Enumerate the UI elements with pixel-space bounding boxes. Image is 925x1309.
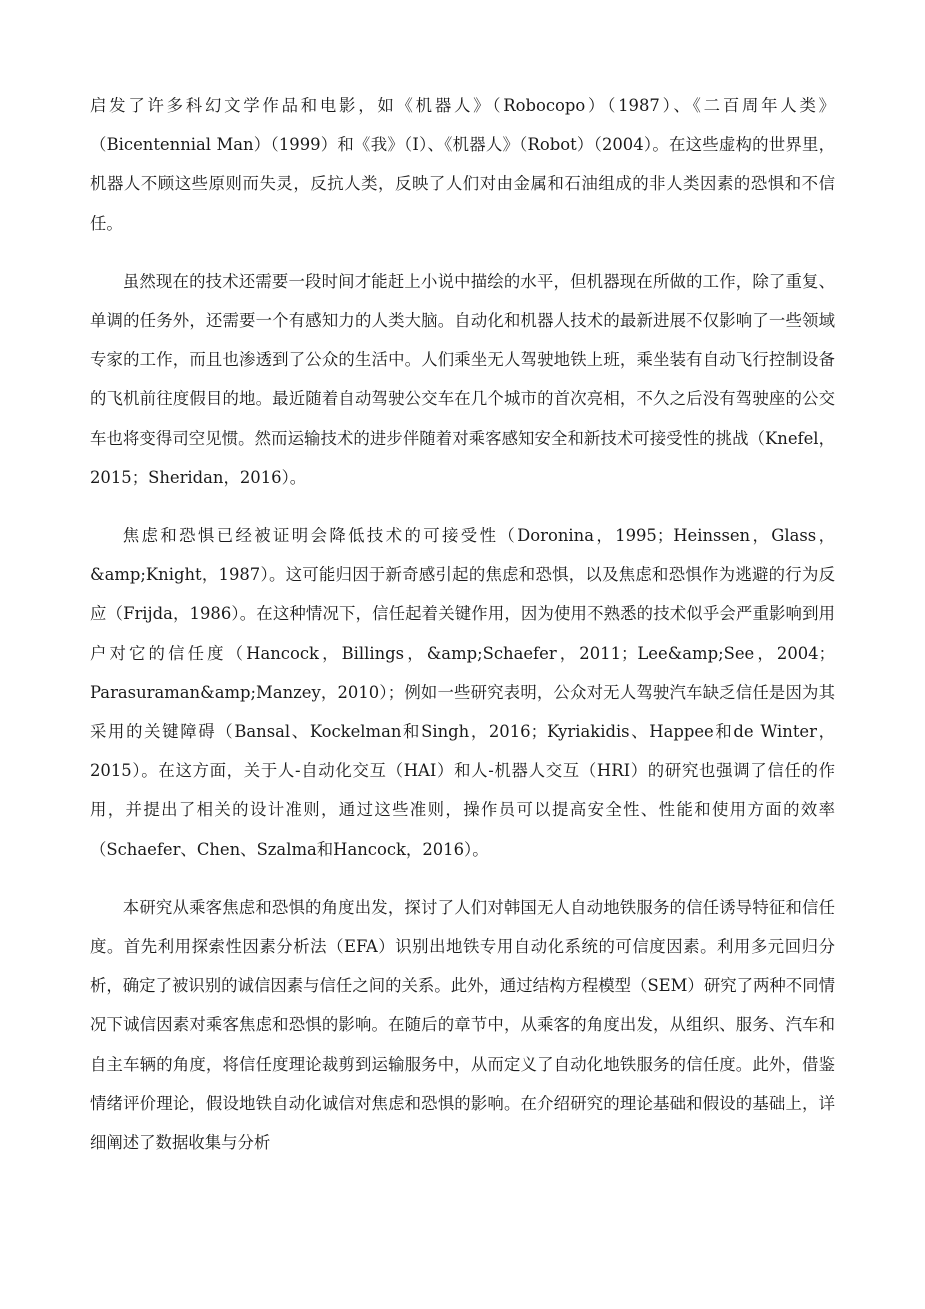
paragraph-gap — [90, 243, 835, 262]
paragraph-2: 虽然现在的技术还需要一段时间才能赶上小说中描绘的水平，但机器现在所做的工作，除了重复、单调的任务外，还需要一个有感知力的人类大脑。自动化和机器人技术的最新进展不仅影响了一些领域专家的工作，而且也渗透到了公众的生活中。人们乘坐无人驾驶地铁上班，乘坐装有自动飞行控制设备的飞机前往度假目的地。最近随着自动驾驶公交车在几个城市的首次亮相，不久之后没有驾驶座的公交车也将变得司空见惯。然而运输技术的进步伴随着对乘客感知安全和新技术可接受性的挑战（Knefel，2015；Sheridan，2016）。 — [90, 271, 835, 487]
paragraph-4: 本研究从乘客焦虑和恐惧的角度出发，探讨了人们对韩国无人自动地铁服务的信任诱导特征和信任度。首先利用探索性因素分析法（EFA）识别出地铁专用自动化系统的可信度因素。利用多元回归分析，确定了被识别的诚信因素与信任之间的关系。此外，通过结构方程模型（SEM）研究了两种不同情况下诚信因素对乘客焦虑和恐惧的影响。在随后的章节中，从乘客的角度出发，从组织、服务、汽车和自主车辆的角度，将信任度理论裁剪到运输服务中，从而定义了自动化地铁服务的信任度。此外，借鉴情绪评价理论，假设地铁自动化诚信对焦虑和恐惧的影响。在介绍研究的理论基础和假设的基础上，详细阐述了数据收集与分析 — [90, 897, 835, 1153]
paragraph-gap — [90, 869, 835, 888]
paragraph-3: 焦虑和恐惧已经被证明会降低技术的可接受性（Doronina，1995；Heinssen，Glass，&amp;Knight，1987）。这可能归因于新奇感引起的焦虑和恐惧，以及焦虑和恐惧作为逃避的行为反应（Frijda，1986）。在这种情况下，信任起着关键作用，因为使用不熟悉的技术似乎会严重影响到用户对它的信任度（Hancock，Billings，&amp;Schaefer，2011；Lee&amp;See，2004；Parasuraman&amp;Manzey，2010）；例如一些研究表明，公众对无人驾驶汽车缺乏信任是因为其采用的关键障碍（Bansal、Kockelman和Singh，2016；Kyriakidis、Happee和de Winter，2015）。在这方面，关于人-自动化交互（HAI）和人-机器人交互（HRI）的研究也强调了信任的作用，并提出了相关的设计准则，通过这些准则，操作员可以提高安全性、性能和使用方面的效率（Schaefer、Chen、Szalma和Hancock，2016）。 — [90, 526, 835, 859]
paragraph-gap — [90, 497, 835, 516]
paragraph-1: 启发了许多科幻文学作品和电影，如《机器人》（Robocopo）（1987）、《二百周年人类》（Bicentennial Man）（1999）和《我》（I）、《机器人》（Robot）（2004）。在这些虚构的世界里，机器人不顾这些原则而失灵，反抗人类，反映了人们对由金属和石油组成的非人类因素的恐惧和不信任。 — [90, 96, 835, 233]
